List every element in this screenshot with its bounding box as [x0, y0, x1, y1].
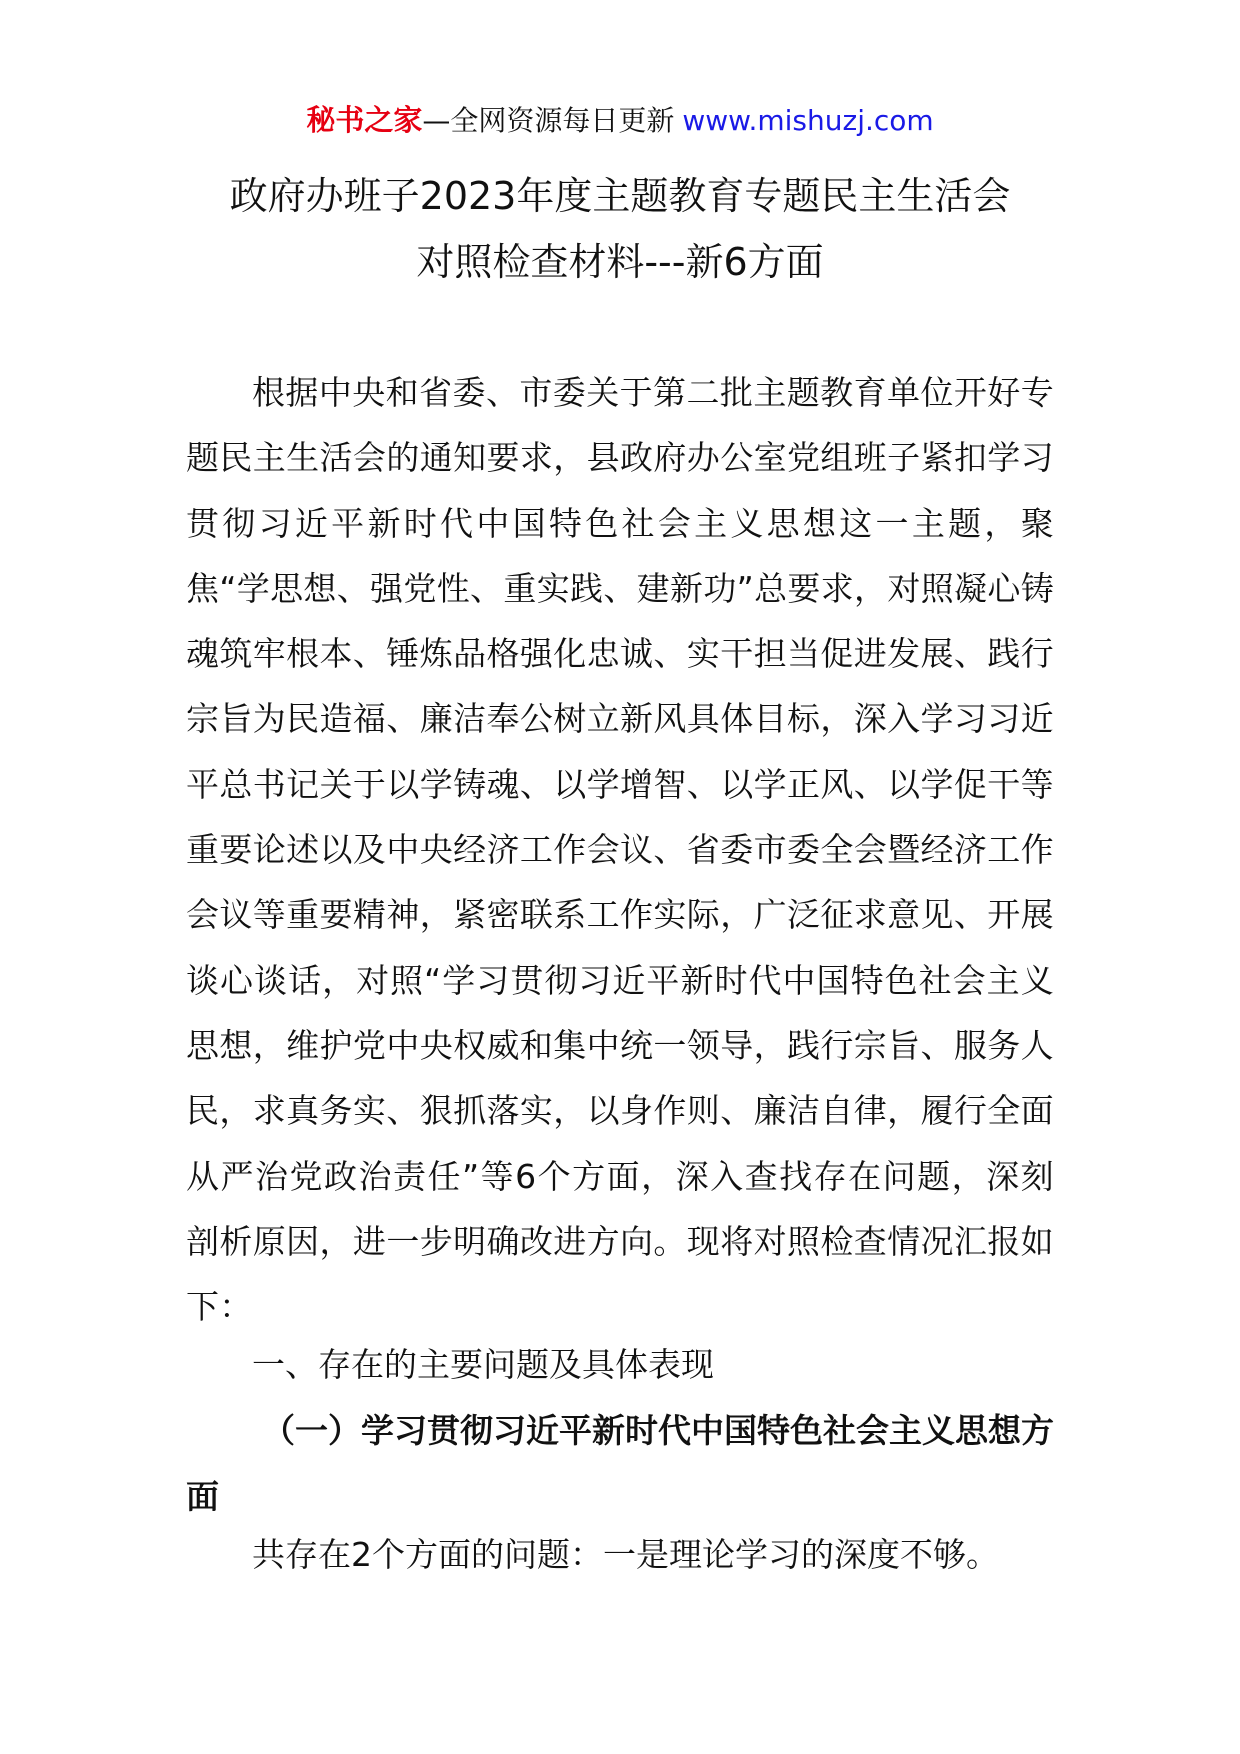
summary-line: 共存在2个方面的问题：一是理论学习的深度不够。 [252, 1535, 999, 1574]
intro-paragraph: 根据中央和省委、市委关于第二批主题教育单位开好专题民主生活会的通知要求，县政府办公室党组班子紧扣学习贯彻习近平新时代中国特色社会主义思想这一主题，聚焦“学思想、强党性、重实践、建新功”总要求，对照凝心铸魂筑牢根本、锤炼品格强化忠诚、实干担当促进发展、践行宗旨为民造福、廉洁奉公树立新风具体目标，深入学习习近平总书记关于以学铸魂、以学增智、以学正风、以学促干等重要论述以及中央经济工作会议、省委市委全会暨经济工作会议等重要精神，紧密联系工作实际，广泛征求意见、开展谈心谈话，对照“学习贯彻习近平新时代中国特色社会主义思想，维护党中央权威和集中统一领导，践行宗旨、服务人民，求真务实、狠抓落实，以身作则、廉洁自律，履行全面从严治党政治责任”等6个方面，深入查找存在问题，深刻剖析原因，进一步明确改进方向。现将对照检查情况汇报如下： [186, 373, 1054, 1327]
title-line-2: 对照检查材料---新6方面 [416, 240, 824, 284]
banner-tagline: —全网资源每日更新 [422, 104, 675, 137]
site-banner [0, 100, 1240, 141]
title-line-1: 政府办班子2023年度主题教育专题民主生活会 [229, 174, 1011, 218]
brand-name: 秘书之家 [306, 103, 423, 137]
site-url-link[interactable]: www.mishuzj.com [682, 104, 934, 137]
document-title [0, 163, 1240, 295]
section-heading: 一、存在的主要问题及具体表现 [252, 1345, 714, 1384]
sub-heading: （一）学习贯彻习近平新时代中国特色社会主义思想方面 [186, 1411, 1054, 1516]
